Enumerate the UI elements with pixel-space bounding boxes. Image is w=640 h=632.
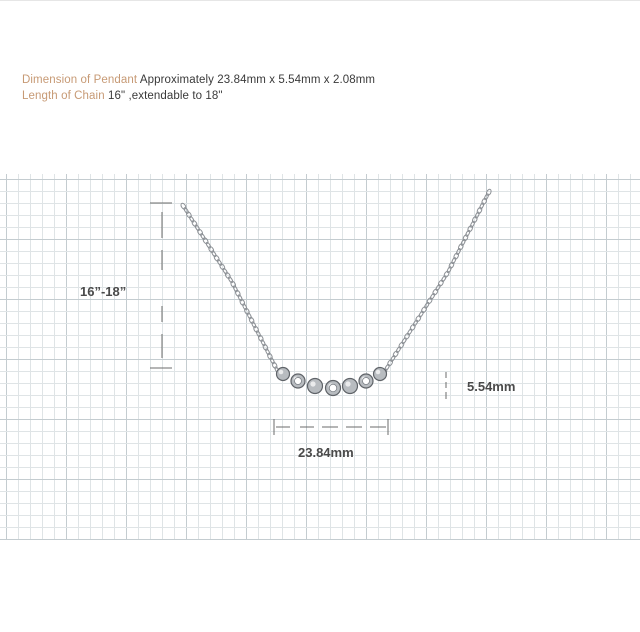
pendant-height-label: 5.54mm bbox=[467, 379, 516, 394]
pendant-stone bbox=[363, 378, 370, 385]
chain-link bbox=[398, 341, 405, 349]
chain-length-label: 16”-18” bbox=[80, 284, 127, 299]
chain-link bbox=[191, 220, 198, 228]
chain-link bbox=[415, 315, 422, 323]
spec-chain-value: 16" ,extendable to 18" bbox=[108, 90, 223, 102]
spec-chain-label: Length of Chain bbox=[22, 90, 105, 102]
chain-link bbox=[202, 237, 209, 245]
pendant-width-marker bbox=[274, 419, 388, 435]
bead-highlight bbox=[345, 381, 350, 386]
chain-link bbox=[409, 324, 416, 332]
chain-link bbox=[180, 202, 187, 210]
pendant-bead bbox=[277, 368, 290, 381]
pendant-bead bbox=[308, 379, 323, 394]
pendant-stone bbox=[329, 384, 337, 392]
chain-link bbox=[224, 272, 231, 280]
bead-highlight bbox=[310, 381, 315, 386]
spec-dimension-value: Approximately 23.84mm x 5.54mm x 2.08mm bbox=[139, 74, 376, 86]
spec-dimension-label: Dimension of Pendant bbox=[22, 74, 138, 86]
chain-link bbox=[185, 211, 192, 219]
bead-highlight bbox=[376, 370, 381, 375]
necklace-chain bbox=[180, 189, 492, 376]
chain-link bbox=[426, 297, 433, 305]
chain-link bbox=[432, 288, 439, 296]
pendant-width-label: 23.84mm bbox=[298, 445, 354, 460]
chain-link bbox=[404, 333, 411, 341]
chain-link bbox=[219, 263, 226, 271]
pendant bbox=[277, 368, 387, 396]
chain-link bbox=[387, 359, 394, 367]
chain-link bbox=[421, 306, 428, 314]
bead-highlight bbox=[279, 370, 284, 375]
chain-link bbox=[437, 279, 444, 287]
chain-link bbox=[392, 350, 399, 358]
chain-link bbox=[213, 254, 220, 262]
pendant-bead bbox=[343, 379, 358, 394]
pendant-stone bbox=[295, 378, 302, 385]
chain-link bbox=[443, 270, 450, 278]
chain-length-marker bbox=[150, 203, 172, 368]
pendant-bead bbox=[374, 368, 387, 381]
